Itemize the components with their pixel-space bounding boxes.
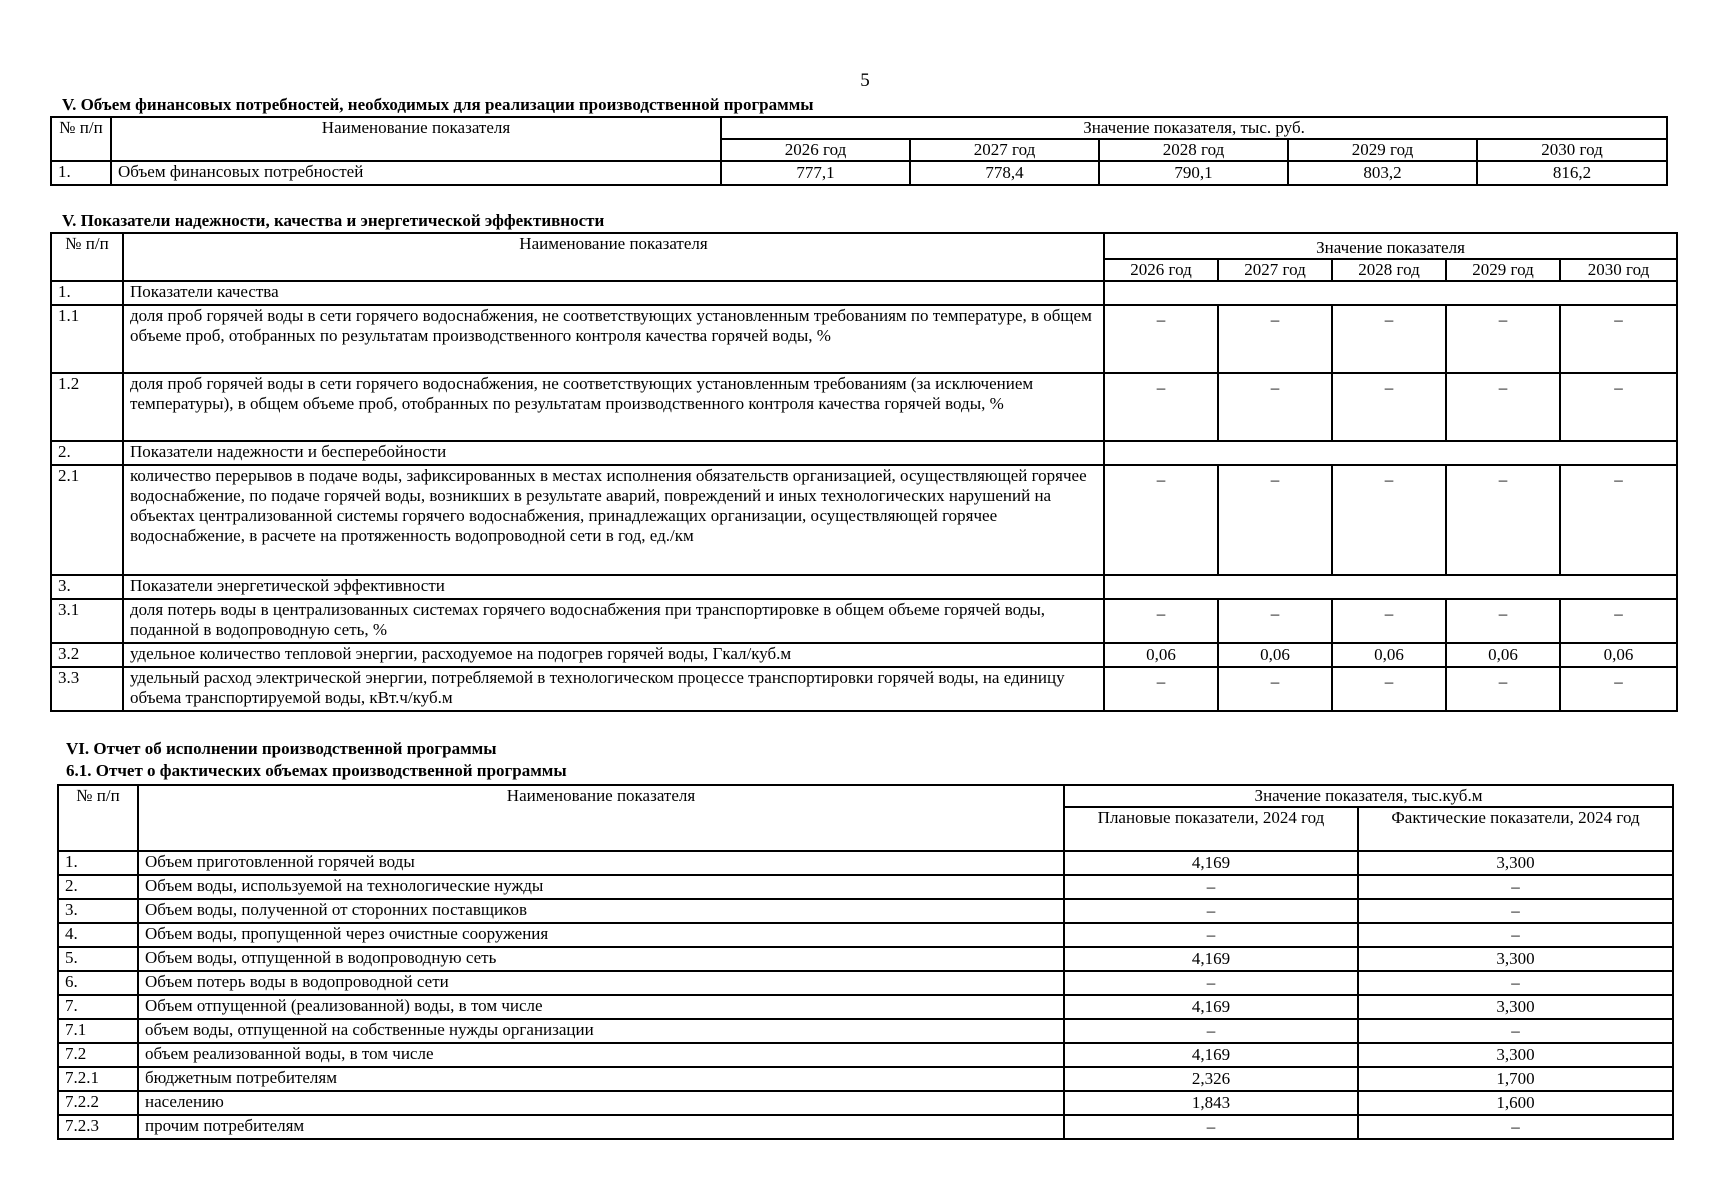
table-row <box>58 971 1673 995</box>
row-value: – <box>1560 599 1677 643</box>
row-num: 1.2 <box>51 373 123 441</box>
col-name-header: Наименование показателя <box>123 233 1104 281</box>
table-row <box>51 643 1677 667</box>
plan-value: – <box>1064 1115 1358 1139</box>
row-name: количество перерывов в подаче воды, зафиксированных в местах исполнения обязательств организацией, осуществляющей горячее водоснабжение, по подаче горячей воды, возникших в результате аварий, повреждений и иных технологических нарушений на объектах централизованной системы горячего водоснабжения, принадлежащих организации, осуществляющей горячее водоснабжение, в расчете на протяженность водопроводной сети в год, ед./км <box>123 465 1104 575</box>
row-num: 7. <box>58 995 138 1019</box>
row-name: Объем финансовых потребностей <box>111 161 721 185</box>
fact-value: 3,300 <box>1358 995 1673 1019</box>
row-value: 0,06 <box>1560 643 1677 667</box>
plan-value: – <box>1064 971 1358 995</box>
financial-needs-table <box>50 116 1668 186</box>
col-name-header: Наименование показателя <box>111 117 721 161</box>
row-value: – <box>1560 305 1677 373</box>
row-name: Показатели энергетической эффективности <box>123 575 1104 599</box>
year-header: 2028 год <box>1099 139 1288 161</box>
year-header: 2026 год <box>721 139 910 161</box>
page-number: 5 <box>860 70 870 91</box>
year-header: 2029 год <box>1446 259 1560 281</box>
row-name: Показатели качества <box>123 281 1104 305</box>
row-name: Объем воды, используемой на технологические нужды <box>138 875 1064 899</box>
row-num: 3.1 <box>51 599 123 643</box>
row-value: – <box>1218 599 1332 643</box>
row-num: 3.3 <box>51 667 123 711</box>
row-num: 7.2 <box>58 1043 138 1067</box>
col-value-header: Значение показателя, тыс.куб.м <box>1064 785 1673 807</box>
row-num: 2. <box>58 875 138 899</box>
row-name: прочим потребителям <box>138 1115 1064 1139</box>
row-num: 7.2.3 <box>58 1115 138 1139</box>
row-value: – <box>1104 373 1218 441</box>
row-name: удельное количество тепловой энергии, расходуемое на подогрев горячей воды, Гкал/куб.м <box>123 643 1104 667</box>
row-value: 778,4 <box>910 161 1099 185</box>
row-num: 1. <box>51 281 123 305</box>
empty-cell <box>1104 575 1677 599</box>
table-row <box>58 1091 1673 1115</box>
row-value: – <box>1446 599 1560 643</box>
fact-value: 3,300 <box>1358 1043 1673 1067</box>
plan-value: – <box>1064 923 1358 947</box>
col-num-header: № п/п <box>51 117 111 161</box>
plan-value: – <box>1064 1019 1358 1043</box>
year-header: 2030 год <box>1477 139 1667 161</box>
row-name: Объем потерь воды в водопроводной сети <box>138 971 1064 995</box>
row-num: 1.1 <box>51 305 123 373</box>
table-row <box>51 667 1677 711</box>
fact-value: – <box>1358 1115 1673 1139</box>
row-value: 0,06 <box>1104 643 1218 667</box>
fact-value: – <box>1358 899 1673 923</box>
row-num: 1. <box>51 161 111 185</box>
group-row <box>51 281 1677 305</box>
row-value: 0,06 <box>1446 643 1560 667</box>
row-num: 2. <box>51 441 123 465</box>
reliability-table <box>50 232 1678 712</box>
year-header: 2027 год <box>1218 259 1332 281</box>
col-num-header: № п/п <box>51 233 123 281</box>
fact-col-header: Фактические показатели, 2024 год <box>1358 807 1673 851</box>
fact-value: – <box>1358 1019 1673 1043</box>
row-value: – <box>1332 373 1446 441</box>
col-num-header: № п/п <box>58 785 138 851</box>
row-value: – <box>1104 465 1218 575</box>
row-value: – <box>1332 465 1446 575</box>
row-value: – <box>1446 465 1560 575</box>
col-value-header: Значение показателя <box>1104 233 1677 259</box>
row-value: 790,1 <box>1099 161 1288 185</box>
table-row <box>58 899 1673 923</box>
table-row <box>51 161 1667 185</box>
row-value: – <box>1218 667 1332 711</box>
section3-title: VI. Отчет об исполнении производственной программы <box>66 739 497 758</box>
empty-cell <box>1104 281 1677 305</box>
plan-value: – <box>1064 899 1358 923</box>
year-header: 2028 год <box>1332 259 1446 281</box>
row-value: – <box>1104 305 1218 373</box>
row-num: 2.1 <box>51 465 123 575</box>
row-value: – <box>1218 373 1332 441</box>
row-value: – <box>1560 465 1677 575</box>
table-row <box>51 465 1677 575</box>
row-name: Объем воды, пропущенной через очистные сооружения <box>138 923 1064 947</box>
fact-value: 3,300 <box>1358 851 1673 875</box>
row-num: 3. <box>51 575 123 599</box>
table-row <box>58 1043 1673 1067</box>
row-num: 6. <box>58 971 138 995</box>
row-value: – <box>1332 667 1446 711</box>
plan-value: 4,169 <box>1064 947 1358 971</box>
plan-value: 4,169 <box>1064 995 1358 1019</box>
row-name: объем реализованной воды, в том числе <box>138 1043 1064 1067</box>
table-row <box>58 1067 1673 1091</box>
row-name: доля проб горячей воды в сети горячего водоснабжения, не соответствующих установленным требованиям по температуре, в общем объеме проб, отобранных по результатам производственного контроля качества горячей воды, % <box>123 305 1104 373</box>
table-row <box>58 875 1673 899</box>
row-num: 7.2.1 <box>58 1067 138 1091</box>
row-num: 3. <box>58 899 138 923</box>
row-value: – <box>1560 373 1677 441</box>
table-row <box>58 1019 1673 1043</box>
row-value: – <box>1446 667 1560 711</box>
table-row <box>58 947 1673 971</box>
row-value: – <box>1104 667 1218 711</box>
row-value: – <box>1446 373 1560 441</box>
plan-value: – <box>1064 875 1358 899</box>
table-row <box>58 1115 1673 1139</box>
table-row <box>51 305 1677 373</box>
row-name: населению <box>138 1091 1064 1115</box>
row-value: – <box>1446 305 1560 373</box>
section3-subtitle: 6.1. Отчет о фактических объемах производственной программы <box>66 761 567 780</box>
row-value: – <box>1218 465 1332 575</box>
row-name: Показатели надежности и бесперебойности <box>123 441 1104 465</box>
row-num: 4. <box>58 923 138 947</box>
fact-value: – <box>1358 923 1673 947</box>
year-header: 2030 год <box>1560 259 1677 281</box>
table-row <box>58 995 1673 1019</box>
group-row <box>51 441 1677 465</box>
plan-value: 4,169 <box>1064 851 1358 875</box>
fact-value: 3,300 <box>1358 947 1673 971</box>
group-row <box>51 575 1677 599</box>
year-header: 2026 год <box>1104 259 1218 281</box>
col-name-header: Наименование показателя <box>138 785 1064 851</box>
row-num: 7.1 <box>58 1019 138 1043</box>
row-name: Объем воды, полученной от сторонних поставщиков <box>138 899 1064 923</box>
row-value: 0,06 <box>1218 643 1332 667</box>
fact-value: – <box>1358 875 1673 899</box>
section2-title: V. Показатели надежности, качества и энергетической эффективности <box>62 211 605 230</box>
row-name: доля потерь воды в централизованных системах горячего водоснабжения при транспортировке в общем объеме горячей воды, поданной в водопроводную сеть, % <box>123 599 1104 643</box>
section1-title: V. Объем финансовых потребностей, необходимых для реализации производственной программы <box>62 95 814 114</box>
plan-value: 2,326 <box>1064 1067 1358 1091</box>
table-row <box>51 599 1677 643</box>
year-header: 2029 год <box>1288 139 1477 161</box>
row-name: Объем отпущенной (реализованной) воды, в том числе <box>138 995 1064 1019</box>
row-name: Объем воды, отпущенной в водопроводную сеть <box>138 947 1064 971</box>
row-name: доля проб горячей воды в сети горячего водоснабжения, не соответствующих установленным требованиям (за исключением температуры), в общем объеме проб, отобранных по результатам производственного контроля качества горячей воды, % <box>123 373 1104 441</box>
row-value: 0,06 <box>1332 643 1446 667</box>
row-num: 3.2 <box>51 643 123 667</box>
row-num: 5. <box>58 947 138 971</box>
fact-value: 1,600 <box>1358 1091 1673 1115</box>
table-row <box>51 373 1677 441</box>
row-value: – <box>1104 599 1218 643</box>
fact-value: 1,700 <box>1358 1067 1673 1091</box>
empty-cell <box>1104 441 1677 465</box>
row-value: – <box>1218 305 1332 373</box>
row-value: – <box>1332 305 1446 373</box>
production-report-table <box>57 784 1674 1140</box>
row-num: 7.2.2 <box>58 1091 138 1115</box>
row-value: 816,2 <box>1477 161 1667 185</box>
row-value: – <box>1332 599 1446 643</box>
row-num: 1. <box>58 851 138 875</box>
row-value: 777,1 <box>721 161 910 185</box>
row-name: удельный расход электрической энергии, потребляемой в технологическом процессе транспортировки горячей воды, на единицу объема транспортируемой воды, кВт.ч/куб.м <box>123 667 1104 711</box>
plan-value: 1,843 <box>1064 1091 1358 1115</box>
year-header: 2027 год <box>910 139 1099 161</box>
row-name: бюджетным потребителям <box>138 1067 1064 1091</box>
row-value: – <box>1560 667 1677 711</box>
col-value-header: Значение показателя, тыс. руб. <box>721 117 1667 139</box>
row-value: 803,2 <box>1288 161 1477 185</box>
row-name: объем воды, отпущенной на собственные нужды организации <box>138 1019 1064 1043</box>
plan-col-header: Плановые показатели, 2024 год <box>1064 807 1358 851</box>
row-name: Объем приготовленной горячей воды <box>138 851 1064 875</box>
fact-value: – <box>1358 971 1673 995</box>
table-row <box>58 851 1673 875</box>
table-row <box>58 923 1673 947</box>
plan-value: 4,169 <box>1064 1043 1358 1067</box>
